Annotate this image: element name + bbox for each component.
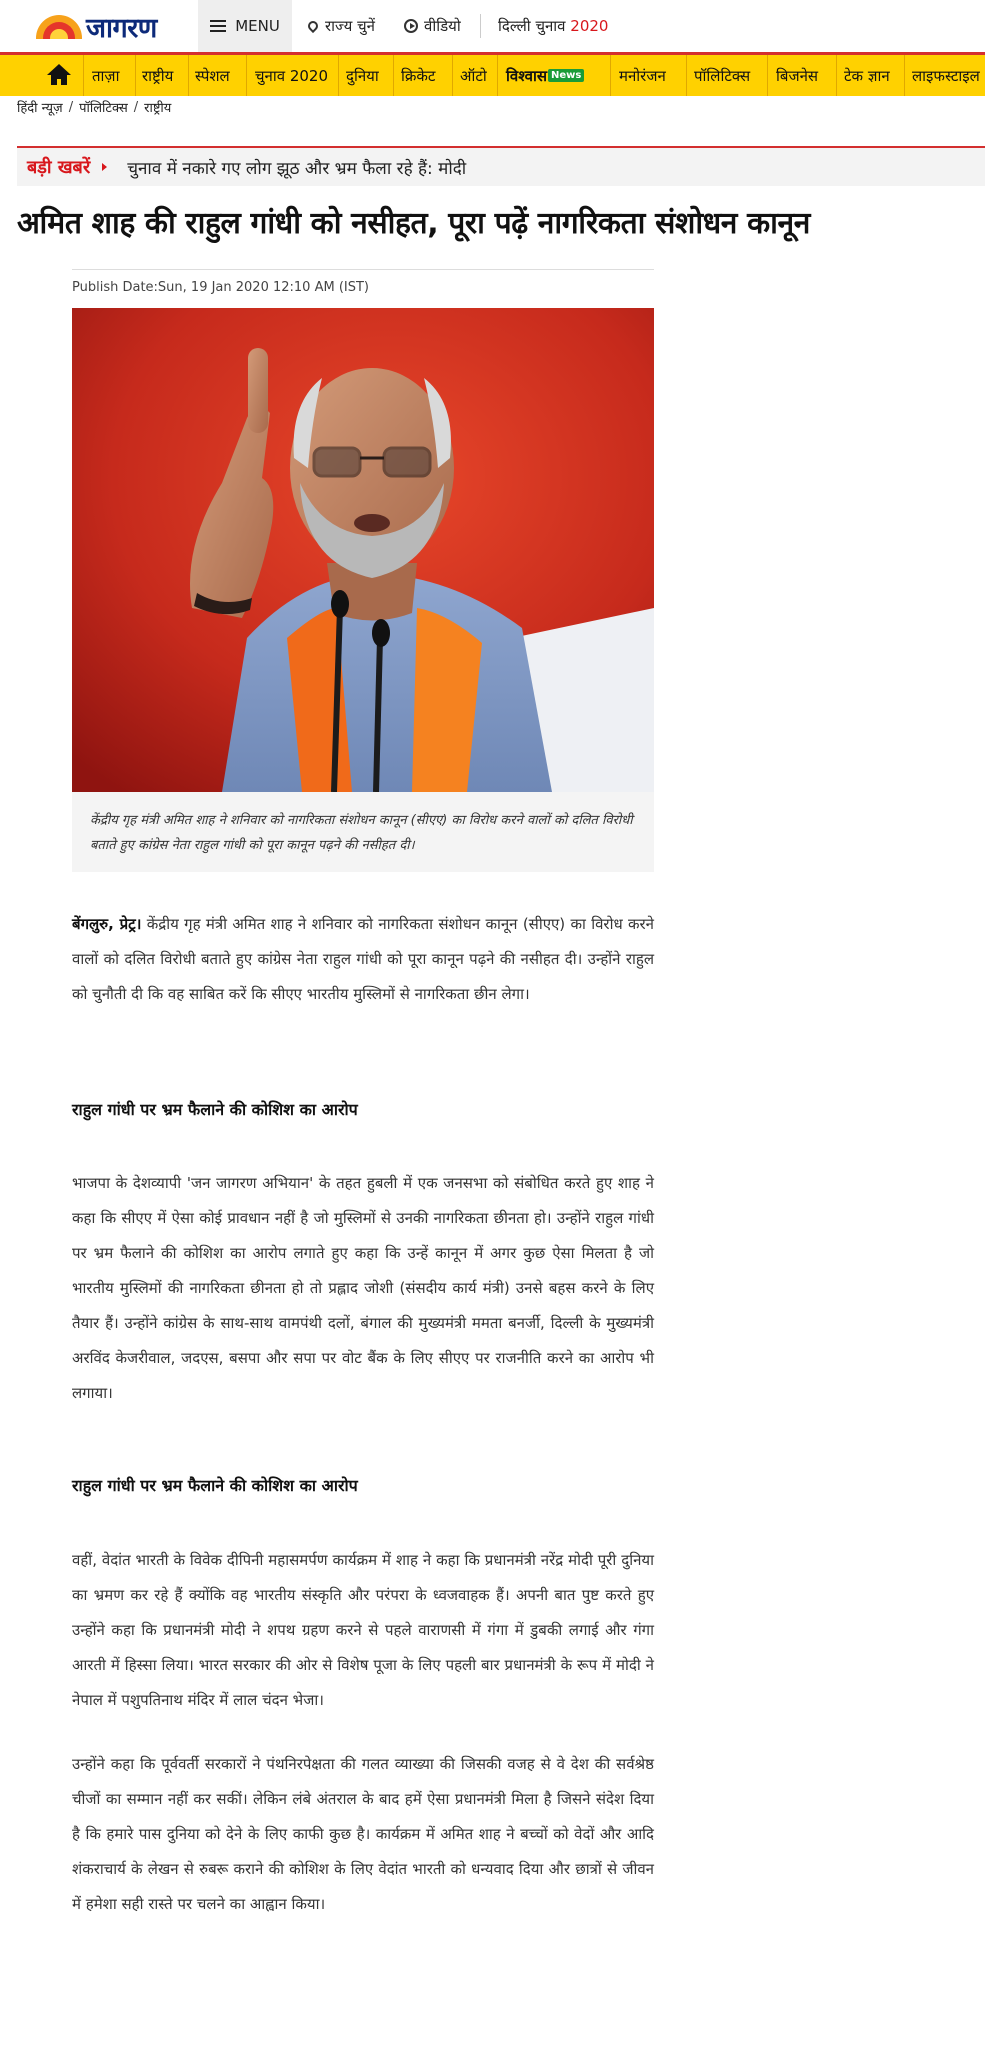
- top-bar: [0, 0, 985, 52]
- nav-item-cricket[interactable]: क्रिकेट: [401, 66, 436, 85]
- nav-item-special[interactable]: स्पेशल: [195, 66, 230, 85]
- state-select-link[interactable]: [308, 0, 375, 52]
- article-paragraph-4: उन्होंने कहा कि पूर्ववर्ती सरकारों ने पंथनिरपेक्षता की गलत व्याख्या की जिसकी वजह से वे देश की सर्वश्रेष्ठ चीजों का सम्मान नहीं कर सकीं। लेकिन लंबे अंतराल के बाद हमें ऐसा प्रधानमंत्री मिला है जिसने संदेश दिया है कि हमारे पास दुनिया को देने के लिए काफी कुछ है। कार्यक्रम में अमित शाह ने बच्चों को वेदों और आदि शंकराचार्य के लेखन से रुबरू कराने की कोशिश के लिए वेदांत भारती को धन्यवाद दिया और छात्रों से जीवन में हमेशा सही रास्ते पर चलने का आह्वान किया।: [72, 1755, 654, 1913]
- location-pin-icon: [306, 19, 320, 33]
- breaking-news-headline[interactable]: चुनाव में नकारे गए लोग झूठ और भ्रम फैला रहे हैं: मोदी: [127, 158, 467, 179]
- nav-item-vishwas-news[interactable]: [506, 55, 584, 96]
- article-image: [72, 308, 654, 792]
- nav-separator: [610, 55, 611, 96]
- breadcrumb-separator: /: [68, 99, 74, 115]
- nav-separator: [188, 55, 189, 96]
- nav-item-duniya[interactable]: दुनिया: [346, 66, 379, 85]
- sun-logo-icon: [36, 13, 82, 39]
- video-link[interactable]: [404, 0, 461, 52]
- delhi-election-label: दिल्ली चुनाव: [498, 17, 566, 35]
- delhi-election-year: 2020: [570, 17, 609, 35]
- nav-item-taza[interactable]: ताज़ा: [92, 66, 120, 85]
- nav-item-tech-gyan[interactable]: टेक ज्ञान: [844, 66, 890, 85]
- nav-item-rashtriya[interactable]: राष्ट्रीय: [142, 66, 174, 85]
- article-paragraph-1: [72, 907, 654, 1012]
- article-subheading-1: राहुल गांधी पर भ्रम फैलाने की कोशिश का आरोप: [72, 1100, 358, 1119]
- top-divider: [480, 14, 481, 38]
- article-headline: अमित शाह की राहुल गांधी को नसीहत, पूरा पढ़ें नागरिकता संशोधन कानून: [17, 206, 810, 241]
- nav-separator: [452, 55, 453, 96]
- nav-separator: [83, 55, 84, 96]
- nav-separator: [338, 55, 339, 96]
- nav-separator: [836, 55, 837, 96]
- article-paragraph-2: भाजपा के देशव्यापी 'जन जागरण अभियान' के तहत हुबली में एक जनसभा को संबोधित करते हुए शाह ने कहा कि सीएए में ऐसा कोई प्रावधान नहीं है जो मुस्लिमों से उनकी नागरिकता छीनता हो। उन्होंने राहुल गांधी पर भ्रम फैलाने की कोशिश का आरोप लगाते हुए कहा कि उन्हें कानून में अगर कुछ ऐसा मिलता है जो भारतीय मुस्लिमों की नागरिकता छीनता हो तो प्रह्लाद जोशी (संसदीय कार्य मंत्री) उनसे बहस करने के लिए तैयार हैं। उन्होंने कांग्रेस के साथ-साथ वामपंथी दलों, बंगाल की मुख्यमंत्री ममता बनर्जी, दिल्ली के मुख्यमंत्री अरविंद केजरीवाल, जदएस, बसपा और सपा पर वोट बैंक के लिए सीएए पर राजनीति करने का आरोप भी लगाया।: [72, 1174, 654, 1402]
- home-icon[interactable]: [47, 64, 71, 86]
- hamburger-icon: [210, 20, 226, 32]
- nav-item-business[interactable]: बिजनेस: [776, 66, 819, 85]
- logo-text: जागरण: [86, 12, 157, 44]
- breadcrumb-rashtriya[interactable]: राष्ट्रीय: [144, 101, 172, 116]
- nav-item-election-2020[interactable]: चुनाव 2020: [255, 66, 329, 85]
- nav-separator: [135, 55, 136, 96]
- publish-date-divider: [72, 269, 654, 270]
- article-paragraph-3: वहीं, वेदांत भारती के विवेक दीपिनी महासमर्पण कार्यक्रम में शाह ने कहा कि प्रधानमंत्री नरेंद्र मोदी पूरी दुनिया का भ्रमण कर रहे हैं क्योंकि वह भारतीय संस्कृति और परंपरा के ध्वजवाहक हैं। अपनी बात पुष्ट करते हुए उन्होंने कहा कि प्रधानमंत्री मोदी ने शपथ ग्रहण करने से पहले वाराणसी में गंगा में डुबकी लगाई और गंगा आरती में हिस्सा लिया। भारत सरकार की ओर से विशेष पूजा के लिए पहली बार प्रधानमंत्री के रूप में मोदी ने नेपाल में पशुपतिनाथ मंदिर में लाल चंदन भेजा।: [72, 1551, 654, 1709]
- nav-item-manoranjan[interactable]: मनोरंजन: [619, 66, 666, 85]
- play-icon: [404, 19, 418, 33]
- nav-separator: [904, 55, 905, 96]
- nav-separator: [767, 55, 768, 96]
- main-nav: [0, 52, 985, 96]
- video-label: वीडियो: [424, 17, 461, 35]
- breadcrumb-politics[interactable]: पॉलिटिक्स: [79, 101, 128, 116]
- speaker-photo-illustration: [72, 308, 654, 792]
- image-caption: केंद्रीय गृह मंत्री अमित शाह ने शनिवार को नागरिकता संशोधन कानून (सीएए) का विरोध करने वालों को दलित विरोधी बताते हुए कांग्रेस नेता राहुल गांधी को पूरा कानून पढ़ने की नसीहत दी।: [72, 792, 654, 872]
- breadcrumb: [17, 97, 171, 117]
- nav-separator: [497, 55, 498, 96]
- breadcrumb-separator: /: [133, 99, 139, 115]
- nav-item-politics[interactable]: पॉलिटिक्स: [694, 66, 751, 85]
- article-subheading-2: राहुल गांधी पर भ्रम फैलाने की कोशिश का आरोप: [72, 1476, 358, 1495]
- news-badge: News: [548, 69, 584, 82]
- nav-separator: [393, 55, 394, 96]
- breadcrumb-hindi-news[interactable]: हिंदी न्यूज़: [17, 101, 63, 116]
- nav-separator: [246, 55, 247, 96]
- dateline: बेंगलुरु, प्रेट्र।: [72, 915, 142, 933]
- nav-separator: [686, 55, 687, 96]
- paragraph-1-text: केंद्रीय गृह मंत्री अमित शाह ने शनिवार को नागरिकता संशोधन कानून (सीएए) का विरोध करने वालों को दलित विरोधी बताते हुए कांग्रेस नेता राहुल गांधी को पूरा कानून पढ़ने की नसीहत दी। उन्होंने राहुल को चुनौती दी कि वह साबित करें कि सीएए भारतीय मुस्लिमों से नागरिकता छीन लेगा।: [72, 915, 654, 1003]
- chevron-right-icon: [102, 163, 107, 171]
- menu-label: MENU: [235, 17, 280, 35]
- breaking-news-label: बड़ी खबरें: [27, 157, 91, 178]
- breaking-news-bar: [17, 146, 985, 186]
- vishwas-label: विश्वास: [506, 66, 547, 85]
- jagran-logo[interactable]: [36, 10, 157, 42]
- publish-date: Publish Date:Sun, 19 Jan 2020 12:10 AM (IST): [72, 280, 369, 295]
- nav-item-auto[interactable]: ऑटो: [460, 66, 487, 85]
- state-select-label: राज्य चुनें: [325, 17, 375, 35]
- nav-item-lifestyle[interactable]: लाइफस्टाइल: [912, 66, 980, 85]
- menu-button[interactable]: [198, 0, 292, 52]
- delhi-election-link[interactable]: [498, 0, 608, 52]
